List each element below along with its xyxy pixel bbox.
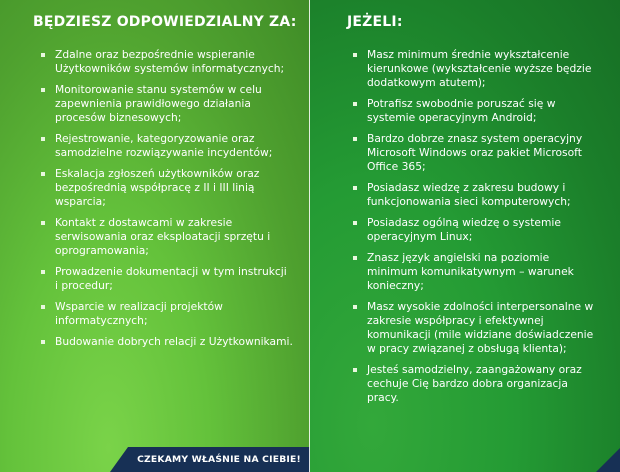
list-item-text: Masz wysokie zdolności interpersonalne w zakresie współpracy i efektywnej komunikacji (mile widziane doświadczenie w pracy związanej z obsługą klienta); <box>367 300 594 355</box>
list-item <box>41 265 293 293</box>
list-item-text: Posiadasz ogólną wiedzę o systemie operacyjnym Linux; <box>367 216 561 243</box>
list-item-text: Jesteś samodzielny, zaangażowany oraz cechuje Cię bardzo dobra organizacja pracy. <box>367 363 582 404</box>
list-item-text: Monitorowanie stanu systemów w celu zapewnienia prawidłowego działania procesów biznesowych; <box>55 83 262 124</box>
bullet-icon <box>353 102 357 106</box>
list-item-text: Budowanie dobrych relacji z Użytkownikami. <box>55 335 293 348</box>
responsibilities-list <box>41 48 293 356</box>
list-item <box>353 300 603 356</box>
bullet-icon <box>353 368 357 372</box>
list-item <box>353 251 603 293</box>
list-item <box>41 216 293 258</box>
bullet-icon <box>41 172 45 176</box>
bullet-icon <box>353 137 357 141</box>
list-item <box>41 132 293 160</box>
cta-banner <box>128 447 310 472</box>
list-item <box>353 97 603 125</box>
list-item-text: Posiadasz wiedzę z zakresu budowy i funkcjonowania sieci komputerowych; <box>367 181 571 208</box>
bullet-icon <box>41 221 45 225</box>
list-item-text: Wsparcie w realizacji projektów informatycznych; <box>55 300 223 327</box>
bullet-icon <box>353 221 357 225</box>
bullet-icon <box>353 186 357 190</box>
list-item-text: Bardzo dobrze znasz system operacyjny Microsoft Windows oraz pakiet Microsoft Office 365; <box>367 132 583 173</box>
corner-decoration <box>596 448 620 472</box>
requirements-heading: JEŻELI: <box>347 14 403 30</box>
list-item-text: Znasz język angielski na poziomie minimum komunikatywnym – warunek konieczny; <box>367 251 574 292</box>
list-item <box>41 83 293 125</box>
list-item <box>41 48 293 76</box>
bullet-icon <box>41 53 45 57</box>
list-item <box>41 300 293 328</box>
list-item <box>353 181 603 209</box>
list-item <box>41 167 293 209</box>
list-item <box>41 335 293 349</box>
bullet-icon <box>41 270 45 274</box>
list-item <box>353 132 603 174</box>
bullet-icon <box>41 305 45 309</box>
responsibilities-heading: BĘDZIESZ ODPOWIEDZIALNY ZA: <box>33 14 297 30</box>
list-item-text: Eskalacja zgłoszeń użytkowników oraz bezpośrednią współpracę z II i III linią wsparcia; <box>55 167 260 208</box>
bullet-icon <box>353 256 357 260</box>
list-item-text: Prowadzenie dokumentacji w tym instrukcji i procedur; <box>55 265 287 292</box>
list-item <box>353 363 603 405</box>
list-item-text: Rejestrowanie, kategoryzowanie oraz samodzielne rozwiązywanie incydentów; <box>55 132 273 159</box>
requirements-panel <box>310 0 620 472</box>
bullet-icon <box>353 305 357 309</box>
list-item-text: Masz minimum średnie wykształcenie kierunkowe (wykształcenie wyższe będzie dodatkowym atutem); <box>367 48 592 89</box>
bullet-icon <box>353 53 357 57</box>
list-item <box>353 216 603 244</box>
requirements-list <box>353 48 603 412</box>
list-item-text: Zdalne oraz bezpośrednie wspieranie Użytkowników systemów informatycznych; <box>55 48 285 75</box>
list-item-text: Potrafisz swobodnie poruszać się w systemie operacyjnym Android; <box>367 97 556 124</box>
bullet-icon <box>41 137 45 141</box>
list-item-text: Kontakt z dostawcami w zakresie serwisowania oraz eksploatacji sprzętu i oprogramowania; <box>55 216 271 257</box>
bullet-icon <box>41 340 45 344</box>
list-item <box>353 48 603 90</box>
cta-text: CZEKAMY WŁAŚNIE NA CIEBIE! <box>137 454 301 465</box>
bullet-icon <box>41 88 45 92</box>
